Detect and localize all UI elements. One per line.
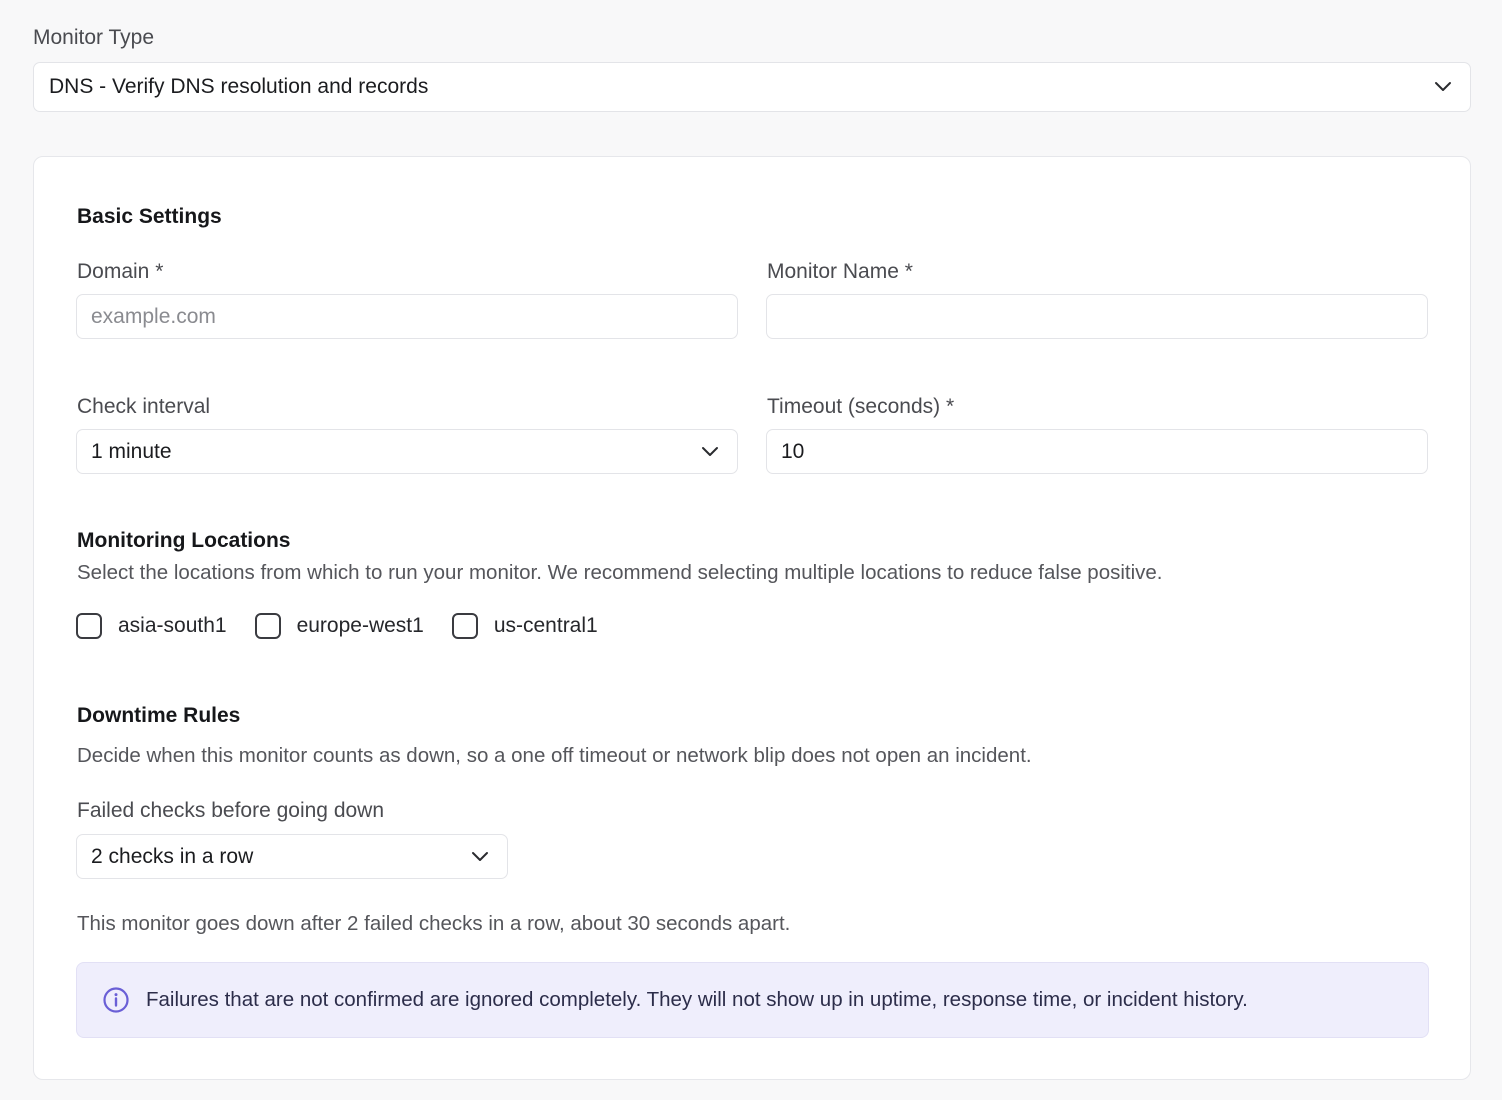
monitoring-locations-title: Monitoring Locations: [77, 529, 291, 552]
domain-input[interactable]: [76, 294, 738, 339]
checkbox[interactable]: [255, 613, 281, 639]
downtime-rules-title: Downtime Rules: [77, 704, 241, 727]
settings-card: [33, 156, 1471, 1080]
monitor-name-label: Monitor Name *: [767, 260, 913, 283]
location-label: asia-south1: [118, 614, 227, 637]
chevron-down-icon: [700, 446, 720, 458]
location-label: europe-west1: [296, 614, 424, 637]
downtime-rules-description: Decide when this monitor counts as down, so a one off timeout or network blip does not open an incident.: [77, 744, 1032, 767]
failed-checks-select[interactable]: [76, 834, 508, 879]
monitoring-locations-description: Select the locations from which to run your monitor. We recommend selecting multiple locations to reduce false positive.: [77, 561, 1163, 584]
basic-settings-title: Basic Settings: [77, 205, 222, 228]
domain-label: Domain *: [77, 260, 164, 283]
location-europe-west1[interactable]: [255, 613, 424, 639]
chevron-down-icon: [1433, 81, 1453, 93]
failed-checks-label: Failed checks before going down: [77, 799, 385, 822]
monitor-name-input[interactable]: [766, 294, 1428, 339]
check-interval-label: Check interval: [77, 395, 211, 418]
check-interval-select[interactable]: [76, 429, 738, 474]
timeout-input[interactable]: [766, 429, 1428, 474]
timeout-label: Timeout (seconds) *: [767, 395, 955, 418]
info-callout: [76, 962, 1429, 1038]
location-asia-south1[interactable]: [76, 613, 227, 639]
chevron-down-icon: [470, 851, 490, 863]
location-us-central1[interactable]: [452, 613, 598, 639]
monitor-type-value: DNS - Verify DNS resolution and records: [49, 75, 429, 98]
downtime-summary: This monitor goes down after 2 failed checks in a row, about 30 seconds apart.: [77, 912, 791, 935]
checkbox[interactable]: [452, 613, 478, 639]
failed-checks-value: 2 checks in a row: [91, 844, 254, 868]
check-interval-value: 1 minute: [91, 439, 172, 463]
info-icon: [102, 986, 130, 1014]
info-text: Failures that are not confirmed are ignored completely. They will not show up in uptime, response time, or incident history.: [146, 988, 1248, 1011]
location-label: us-central1: [493, 614, 598, 637]
locations-list: [76, 613, 626, 639]
checkbox[interactable]: [76, 613, 102, 639]
monitor-type-select[interactable]: [33, 62, 1471, 112]
monitor-type-label: Monitor Type: [33, 26, 155, 49]
